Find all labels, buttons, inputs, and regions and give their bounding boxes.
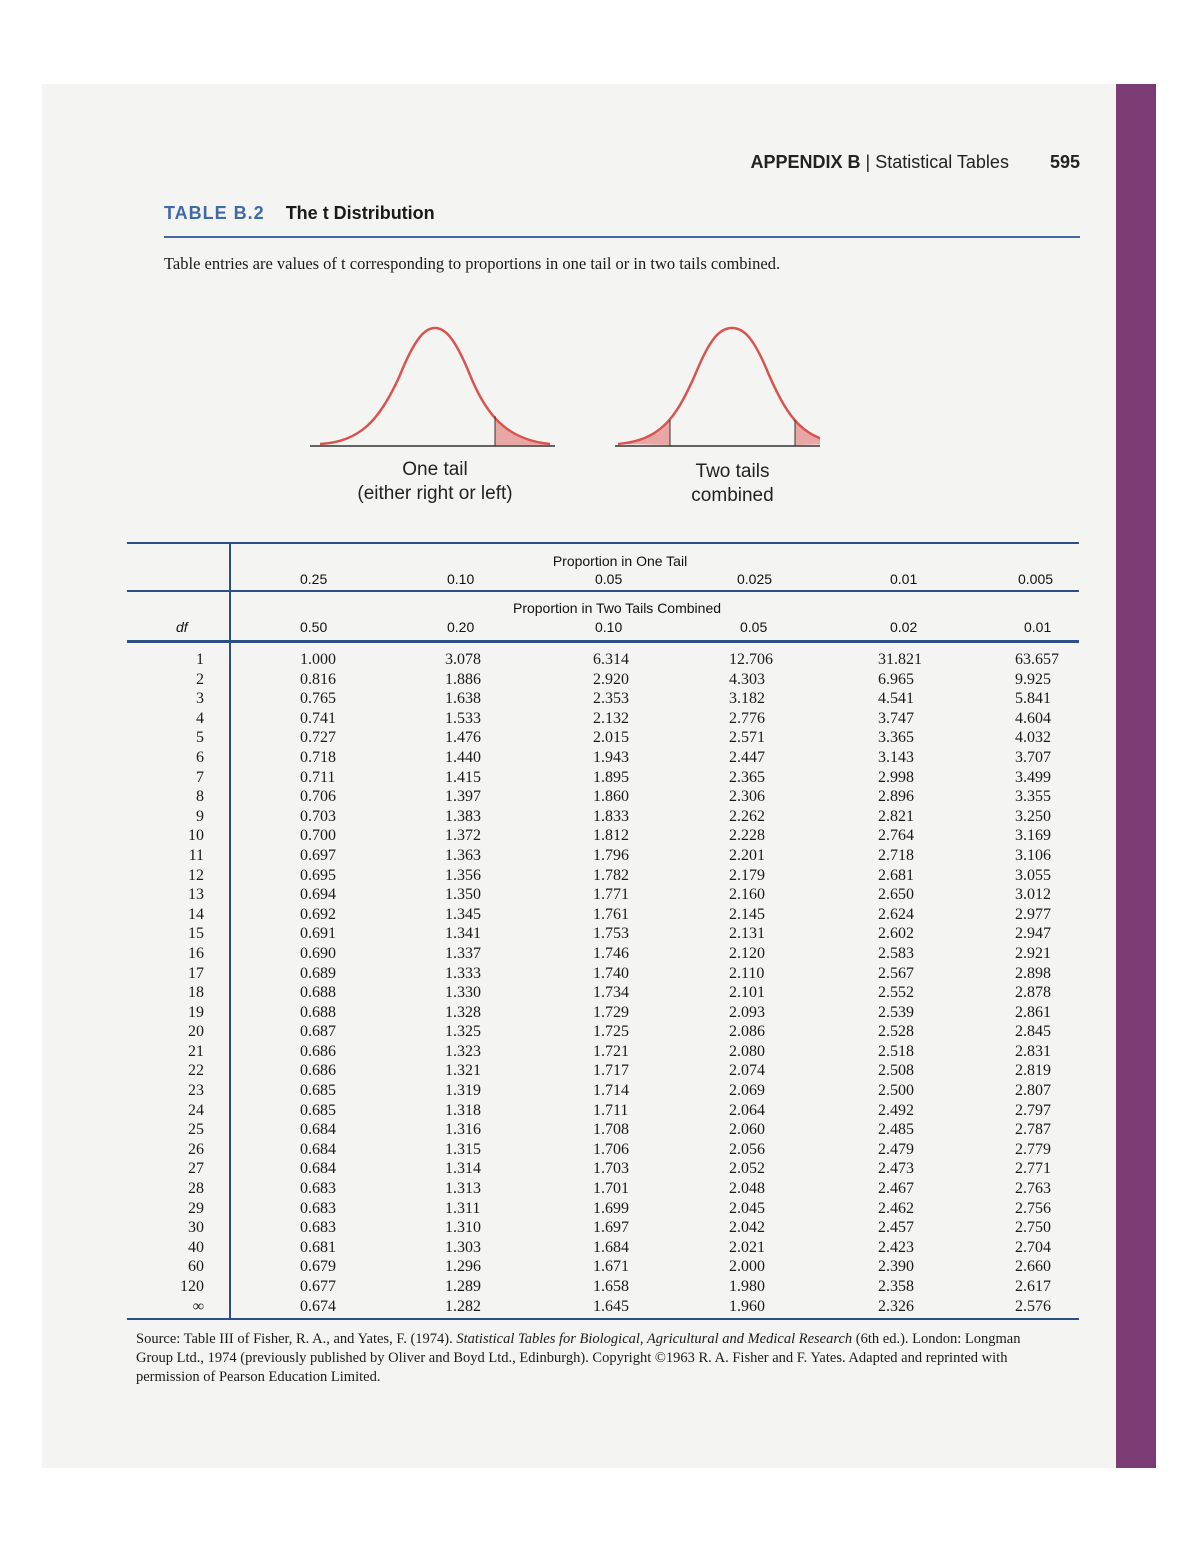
table-cell: 0.685 bbox=[300, 1082, 336, 1100]
table-cell: 1.319 bbox=[445, 1082, 481, 1100]
df-cell: 16 bbox=[188, 944, 204, 962]
table-cell: 4.303 bbox=[729, 670, 765, 688]
running-head bbox=[700, 152, 1080, 173]
appendix-title: Statistical Tables bbox=[875, 152, 1009, 172]
table-cell: 1.282 bbox=[445, 1297, 481, 1315]
two-tail-label bbox=[650, 460, 815, 508]
df-cell: 17 bbox=[188, 964, 204, 982]
table-cell: 1.699 bbox=[593, 1199, 629, 1217]
table-cell: 1.658 bbox=[593, 1278, 629, 1295]
one-tail-label bbox=[330, 458, 540, 506]
table-cell: 3.499 bbox=[1015, 768, 1051, 786]
table-cell: 2.567 bbox=[878, 964, 914, 982]
one-tail-p-0005: 0.005 bbox=[1018, 571, 1054, 587]
caption-rule bbox=[164, 236, 1080, 238]
table-cell: 12.706 bbox=[729, 651, 773, 668]
one-tail-curve-figure bbox=[310, 328, 555, 446]
table-cell: 6.314 bbox=[593, 651, 629, 668]
table-cell: 0.688 bbox=[300, 984, 336, 1002]
df-cell: 22 bbox=[188, 1062, 204, 1080]
table-cell: 1.708 bbox=[593, 1121, 629, 1139]
table-cell: 0.687 bbox=[300, 1023, 336, 1041]
table-cell: 2.160 bbox=[729, 886, 765, 904]
table-cell: 2.998 bbox=[878, 768, 914, 786]
table-cell: 2.861 bbox=[1015, 1003, 1051, 1021]
source-suffix: (6th ed.). London: Longman Group Ltd., 1974 (previously published by Oliver and Boyd Ltd., Edinburgh). Copyright ©1963 R. A. Fisher and F. Yates. Adapted and reprinted with permission of Pearson Education Limited. bbox=[136, 1331, 1021, 1385]
table-cell: 1.734 bbox=[593, 984, 629, 1002]
table-cell: 1.323 bbox=[445, 1042, 481, 1060]
table-cell: 1.721 bbox=[593, 1042, 629, 1060]
table-cell: 0.689 bbox=[300, 964, 336, 982]
table-cell: 1.372 bbox=[445, 827, 481, 845]
table-cell: 0.690 bbox=[300, 944, 336, 962]
table-cell: 2.045 bbox=[729, 1199, 765, 1217]
table-cell: 1.440 bbox=[445, 748, 481, 766]
df-cell: 23 bbox=[188, 1082, 204, 1100]
df-cell: 29 bbox=[188, 1199, 204, 1217]
table-cell: 1.753 bbox=[593, 925, 629, 943]
table-cell: 2.878 bbox=[1015, 984, 1051, 1002]
table-cell: 1.860 bbox=[593, 788, 629, 806]
table-cell: 3.012 bbox=[1015, 886, 1051, 904]
table-cell: 3.250 bbox=[1015, 807, 1051, 825]
table-cell: 1.782 bbox=[593, 866, 629, 884]
table-cell: 1.397 bbox=[445, 788, 481, 806]
table-cell: 2.518 bbox=[878, 1042, 914, 1060]
table-cell: 2.390 bbox=[878, 1258, 914, 1276]
table-cell: 1.943 bbox=[593, 748, 629, 766]
table-cell: 3.106 bbox=[1015, 846, 1051, 864]
table-cell: 2.228 bbox=[729, 827, 765, 845]
table-cell: 1.796 bbox=[593, 846, 629, 864]
table-cell: 1.321 bbox=[445, 1062, 481, 1080]
table-cell: 1.706 bbox=[593, 1140, 629, 1158]
df-cell: 120 bbox=[180, 1278, 204, 1295]
table-cell: 0.816 bbox=[300, 670, 336, 688]
table-cell: 1.761 bbox=[593, 905, 629, 923]
table-cell: 2.779 bbox=[1015, 1140, 1051, 1158]
table-cell: 0.706 bbox=[300, 788, 336, 806]
two-tail-p-010: 0.10 bbox=[595, 619, 623, 635]
df-cell: ∞ bbox=[192, 1297, 204, 1315]
one-tail-p-010: 0.10 bbox=[447, 571, 475, 587]
page-number: 595 bbox=[1049, 152, 1080, 172]
two-tail-p-050: 0.50 bbox=[300, 619, 328, 635]
two-tail-left-shaded-area bbox=[620, 420, 670, 445]
table-title: The t Distribution bbox=[285, 203, 435, 223]
two-tail-p-005: 0.05 bbox=[740, 619, 768, 635]
table-cell: 3.143 bbox=[878, 748, 914, 766]
df-cell: 18 bbox=[188, 984, 204, 1002]
table-cell: 63.657 bbox=[1015, 651, 1059, 668]
table-cell: 2.145 bbox=[729, 905, 765, 923]
table-cell: 1.316 bbox=[445, 1121, 481, 1139]
table-cell: 1.330 bbox=[445, 984, 481, 1002]
table-cell: 0.692 bbox=[300, 905, 336, 923]
table-cell: 1.476 bbox=[445, 729, 481, 747]
table-cell: 2.485 bbox=[878, 1121, 914, 1139]
table-cell: 2.787 bbox=[1015, 1121, 1051, 1139]
table-cell: 2.447 bbox=[729, 748, 765, 766]
two-tail-p-001: 0.01 bbox=[1024, 619, 1052, 635]
table-cell: 1.303 bbox=[445, 1238, 481, 1256]
table-cell: 0.741 bbox=[300, 709, 336, 727]
table-cell: 2.576 bbox=[1015, 1297, 1051, 1315]
table-cell: 1.711 bbox=[593, 1101, 629, 1119]
table-top-rule bbox=[127, 542, 1079, 544]
df-cell: 30 bbox=[188, 1219, 204, 1237]
table-cell: 4.541 bbox=[878, 690, 914, 708]
df-cell: 6 bbox=[196, 748, 204, 766]
table-cell: 2.201 bbox=[729, 846, 765, 864]
table-cell: 2.056 bbox=[729, 1140, 765, 1158]
df-cell: 14 bbox=[188, 905, 204, 923]
table-cell: 1.697 bbox=[593, 1219, 629, 1237]
table-cell: 2.831 bbox=[1015, 1042, 1051, 1060]
appendix-label: APPENDIX B bbox=[750, 152, 861, 172]
table-cell: 1.886 bbox=[445, 670, 481, 688]
table-cell: 2.080 bbox=[729, 1042, 765, 1060]
table-cell: 2.262 bbox=[729, 807, 765, 825]
table-cell: 2.093 bbox=[729, 1003, 765, 1021]
intro-text: Table entries are values of t corresponding to proportions in one tail or in two tails combined. bbox=[164, 254, 781, 273]
table-cell: 2.681 bbox=[878, 866, 914, 884]
df-column bbox=[160, 650, 204, 1316]
table-cell: 1.313 bbox=[445, 1180, 481, 1198]
table-cell: 1.671 bbox=[593, 1258, 629, 1276]
one-tail-shaded-area bbox=[495, 416, 550, 445]
table-cell: 0.681 bbox=[300, 1238, 336, 1256]
table-cell: 2.624 bbox=[878, 905, 914, 923]
df-cell: 40 bbox=[188, 1238, 204, 1256]
table-cell: 0.684 bbox=[300, 1121, 336, 1139]
table-cell: 1.383 bbox=[445, 807, 481, 825]
df-cell: 2 bbox=[196, 670, 204, 688]
source-note bbox=[136, 1330, 1056, 1387]
column-p0005 bbox=[1015, 650, 1059, 1316]
table-cell: 0.683 bbox=[300, 1219, 336, 1237]
table-cell: 2.042 bbox=[729, 1219, 765, 1237]
table-cell: 1.533 bbox=[445, 709, 481, 727]
table-cell: 0.683 bbox=[300, 1180, 336, 1198]
table-cell: 2.365 bbox=[729, 768, 765, 786]
df-cell: 3 bbox=[196, 690, 204, 708]
one-tail-p-001: 0.01 bbox=[890, 571, 918, 587]
table-cell: 2.179 bbox=[729, 866, 765, 884]
table-cell: 2.120 bbox=[729, 944, 765, 962]
table-cell: 0.711 bbox=[300, 768, 336, 786]
table-cell: 1.000 bbox=[300, 651, 336, 668]
table-cell: 1.746 bbox=[593, 944, 629, 962]
table-cell: 2.306 bbox=[729, 788, 765, 806]
table-cell: 1.980 bbox=[729, 1278, 765, 1295]
table-cell: 0.686 bbox=[300, 1042, 336, 1060]
table-cell: 2.052 bbox=[729, 1160, 765, 1178]
table-cell: 0.700 bbox=[300, 827, 336, 845]
table-cell: 2.571 bbox=[729, 729, 765, 747]
table-cell: 2.492 bbox=[878, 1101, 914, 1119]
table-cell: 1.333 bbox=[445, 964, 481, 982]
table-cell: 2.473 bbox=[878, 1160, 914, 1178]
table-cell: 1.311 bbox=[445, 1199, 481, 1217]
column-p010 bbox=[445, 650, 481, 1316]
table-cell: 1.363 bbox=[445, 846, 481, 864]
table-cell: 3.055 bbox=[1015, 866, 1051, 884]
table-cell: 2.819 bbox=[1015, 1062, 1051, 1080]
df-cell: 11 bbox=[188, 846, 204, 864]
two-tail-curve-figure bbox=[615, 328, 820, 446]
one-tail-curve bbox=[320, 328, 550, 444]
df-cell: 4 bbox=[196, 709, 204, 727]
table-cell: 2.771 bbox=[1015, 1160, 1051, 1178]
one-tail-header-title: Proportion in One Tail bbox=[552, 553, 688, 569]
table-cell: 2.462 bbox=[878, 1199, 914, 1217]
table-cell: 2.086 bbox=[729, 1023, 765, 1041]
table-cell: 2.479 bbox=[878, 1140, 914, 1158]
table-cell: 2.074 bbox=[729, 1062, 765, 1080]
table-cell: 2.060 bbox=[729, 1121, 765, 1139]
table-cell: 2.776 bbox=[729, 709, 765, 727]
table-cell: 2.015 bbox=[593, 729, 629, 747]
table-cell: 0.683 bbox=[300, 1199, 336, 1217]
two-tail-header-title: Proportion in Two Tails Combined bbox=[512, 600, 722, 616]
table-cell: 1.714 bbox=[593, 1082, 629, 1100]
table-cell: 0.674 bbox=[300, 1297, 336, 1315]
table-cell: 2.921 bbox=[1015, 944, 1051, 962]
table-cell: 1.296 bbox=[445, 1258, 481, 1276]
df-cell: 13 bbox=[188, 886, 204, 904]
table-cell: 2.821 bbox=[878, 807, 914, 825]
table-cell: 1.960 bbox=[729, 1297, 765, 1315]
table-cell: 0.679 bbox=[300, 1258, 336, 1276]
df-cell: 26 bbox=[188, 1140, 204, 1158]
table-cell: 1.337 bbox=[445, 944, 481, 962]
table-cell: 0.684 bbox=[300, 1160, 336, 1178]
table-cell: 2.021 bbox=[729, 1238, 765, 1256]
table-cell: 2.797 bbox=[1015, 1101, 1051, 1119]
df-cell: 25 bbox=[188, 1121, 204, 1139]
table-cell: 2.756 bbox=[1015, 1199, 1051, 1217]
table-cell: 0.686 bbox=[300, 1062, 336, 1080]
df-cell: 27 bbox=[188, 1160, 204, 1178]
table-cell: 1.833 bbox=[593, 807, 629, 825]
table-cell: 3.707 bbox=[1015, 748, 1051, 766]
df-cell: 24 bbox=[188, 1101, 204, 1119]
table-cell: 2.552 bbox=[878, 984, 914, 1002]
table-cell: 2.528 bbox=[878, 1023, 914, 1041]
table-cell: 1.310 bbox=[445, 1219, 481, 1237]
table-cell: 9.925 bbox=[1015, 670, 1051, 688]
table-header-rule bbox=[127, 640, 1079, 643]
table-cell: 2.660 bbox=[1015, 1258, 1051, 1276]
one-tail-p-005: 0.05 bbox=[595, 571, 623, 587]
table-cell: 2.947 bbox=[1015, 925, 1051, 943]
df-header: df bbox=[176, 619, 188, 635]
table-cell: 2.064 bbox=[729, 1101, 765, 1119]
table-cell: 2.583 bbox=[878, 944, 914, 962]
two-tail-curve bbox=[618, 328, 820, 444]
df-cell: 28 bbox=[188, 1180, 204, 1198]
two-tail-label-line2: combined bbox=[691, 485, 774, 506]
table-label: TABLE B.2 bbox=[164, 203, 265, 223]
table-cell: 1.341 bbox=[445, 925, 481, 943]
table-cell: 1.314 bbox=[445, 1160, 481, 1178]
table-cell: 1.318 bbox=[445, 1101, 481, 1119]
source-book-title: Statistical Tables for Biological, Agricultural and Medical Research bbox=[456, 1331, 853, 1347]
df-cell: 8 bbox=[196, 788, 204, 806]
table-cell: 3.182 bbox=[729, 690, 765, 708]
table-cell: 0.703 bbox=[300, 807, 336, 825]
table-cell: 0.677 bbox=[300, 1278, 336, 1295]
table-cell: 2.110 bbox=[729, 964, 765, 982]
source-prefix: Source: Table III of Fisher, R. A., and Yates, F. (1974). bbox=[136, 1331, 457, 1347]
table-cell: 3.169 bbox=[1015, 827, 1051, 845]
table-cell: 2.920 bbox=[593, 670, 629, 688]
table-cell: 2.718 bbox=[878, 846, 914, 864]
table-cell: 1.717 bbox=[593, 1062, 629, 1080]
table-cell: 2.131 bbox=[729, 925, 765, 943]
table-cell: 0.685 bbox=[300, 1101, 336, 1119]
table-cell: 2.508 bbox=[878, 1062, 914, 1080]
table-cell: 6.965 bbox=[878, 670, 914, 688]
table-cell: 4.032 bbox=[1015, 729, 1051, 747]
table-caption bbox=[164, 203, 435, 224]
df-cell: 1 bbox=[196, 651, 204, 668]
table-cell: 2.069 bbox=[729, 1082, 765, 1100]
table-cell: 2.353 bbox=[593, 690, 629, 708]
one-tail-p-0025: 0.025 bbox=[737, 571, 773, 587]
table-cell: 3.365 bbox=[878, 729, 914, 747]
table-cell: 1.684 bbox=[593, 1238, 629, 1256]
table-cell: 0.691 bbox=[300, 925, 336, 943]
table-cell: 3.078 bbox=[445, 651, 481, 668]
table-cell: 2.602 bbox=[878, 925, 914, 943]
table-cell: 2.896 bbox=[878, 788, 914, 806]
table-cell: 2.132 bbox=[593, 709, 629, 727]
table-cell: 2.617 bbox=[1015, 1278, 1051, 1295]
table-cell: 2.807 bbox=[1015, 1082, 1051, 1100]
table-cell: 2.358 bbox=[878, 1278, 914, 1295]
table-cell: 1.350 bbox=[445, 886, 481, 904]
table-cell: 1.895 bbox=[593, 768, 629, 786]
column-p0025 bbox=[729, 650, 773, 1316]
column-p025 bbox=[300, 650, 336, 1316]
table-cell: 2.764 bbox=[878, 827, 914, 845]
table-cell: 3.355 bbox=[1015, 788, 1051, 806]
table-cell: 2.704 bbox=[1015, 1238, 1051, 1256]
table-cell: 2.048 bbox=[729, 1180, 765, 1198]
df-cell: 5 bbox=[196, 729, 204, 747]
table-cell: 1.328 bbox=[445, 1003, 481, 1021]
table-cell: 2.326 bbox=[878, 1297, 914, 1315]
table-cell: 1.725 bbox=[593, 1023, 629, 1041]
table-cell: 1.315 bbox=[445, 1140, 481, 1158]
table-cell: 1.345 bbox=[445, 905, 481, 923]
table-cell: 0.684 bbox=[300, 1140, 336, 1158]
table-cell: 1.729 bbox=[593, 1003, 629, 1021]
table-cell: 1.701 bbox=[593, 1180, 629, 1198]
running-head-separator: | bbox=[865, 152, 871, 172]
table-cell: 0.694 bbox=[300, 886, 336, 904]
two-tail-p-002: 0.02 bbox=[890, 619, 918, 635]
table-cell: 0.765 bbox=[300, 690, 336, 708]
table-cell: 2.101 bbox=[729, 984, 765, 1002]
df-cell: 10 bbox=[188, 827, 204, 845]
df-cell: 12 bbox=[188, 866, 204, 884]
table-cell: 4.604 bbox=[1015, 709, 1051, 727]
df-cell: 7 bbox=[196, 768, 204, 786]
df-cell: 19 bbox=[188, 1003, 204, 1021]
table-cell: 2.539 bbox=[878, 1003, 914, 1021]
table-cell: 2.750 bbox=[1015, 1219, 1051, 1237]
table-cell: 0.695 bbox=[300, 866, 336, 884]
table-cell: 1.812 bbox=[593, 827, 629, 845]
table-cell: 2.763 bbox=[1015, 1180, 1051, 1198]
table-cell: 0.727 bbox=[300, 729, 336, 747]
table-cell: 2.898 bbox=[1015, 964, 1051, 982]
df-cell: 21 bbox=[188, 1042, 204, 1060]
table-cell: 0.718 bbox=[300, 748, 336, 766]
table-cell: 2.423 bbox=[878, 1238, 914, 1256]
one-tail-label-line2: (either right or left) bbox=[357, 483, 513, 504]
two-tail-p-020: 0.20 bbox=[447, 619, 475, 635]
two-tail-label-line1: Two tails bbox=[695, 461, 770, 482]
one-tail-label-line1: One tail bbox=[402, 459, 468, 480]
table-cell: 5.841 bbox=[1015, 690, 1051, 708]
df-column-divider bbox=[229, 542, 231, 1318]
table-bottom-rule bbox=[127, 1318, 1079, 1320]
table-cell: 2.457 bbox=[878, 1219, 914, 1237]
table-cell: 1.325 bbox=[445, 1023, 481, 1041]
column-p005 bbox=[593, 650, 629, 1316]
table-cell: 1.638 bbox=[445, 690, 481, 708]
table-cell: 31.821 bbox=[878, 651, 922, 668]
df-cell: 20 bbox=[188, 1023, 204, 1041]
table-cell: 1.289 bbox=[445, 1278, 481, 1295]
column-p001 bbox=[878, 650, 922, 1316]
table-cell: 3.747 bbox=[878, 709, 914, 727]
table-cell: 1.703 bbox=[593, 1160, 629, 1178]
table-cell: 2.500 bbox=[878, 1082, 914, 1100]
table-cell: 1.645 bbox=[593, 1297, 629, 1315]
table-cell: 2.650 bbox=[878, 886, 914, 904]
table-cell: 2.845 bbox=[1015, 1023, 1051, 1041]
table-mid-rule bbox=[127, 590, 1079, 592]
page-edge-band bbox=[1116, 84, 1156, 1468]
table-cell: 0.697 bbox=[300, 846, 336, 864]
table-cell: 2.977 bbox=[1015, 905, 1051, 923]
df-cell: 9 bbox=[196, 807, 204, 825]
table-cell: 1.356 bbox=[445, 866, 481, 884]
table-cell: 1.771 bbox=[593, 886, 629, 904]
table-cell: 2.467 bbox=[878, 1180, 914, 1198]
df-cell: 60 bbox=[188, 1258, 204, 1276]
table-cell: 2.000 bbox=[729, 1258, 765, 1276]
df-cell: 15 bbox=[188, 925, 204, 943]
table-cell: 1.740 bbox=[593, 964, 629, 982]
table-cell: 1.415 bbox=[445, 768, 481, 786]
table-cell: 0.688 bbox=[300, 1003, 336, 1021]
one-tail-p-025: 0.25 bbox=[300, 571, 328, 587]
